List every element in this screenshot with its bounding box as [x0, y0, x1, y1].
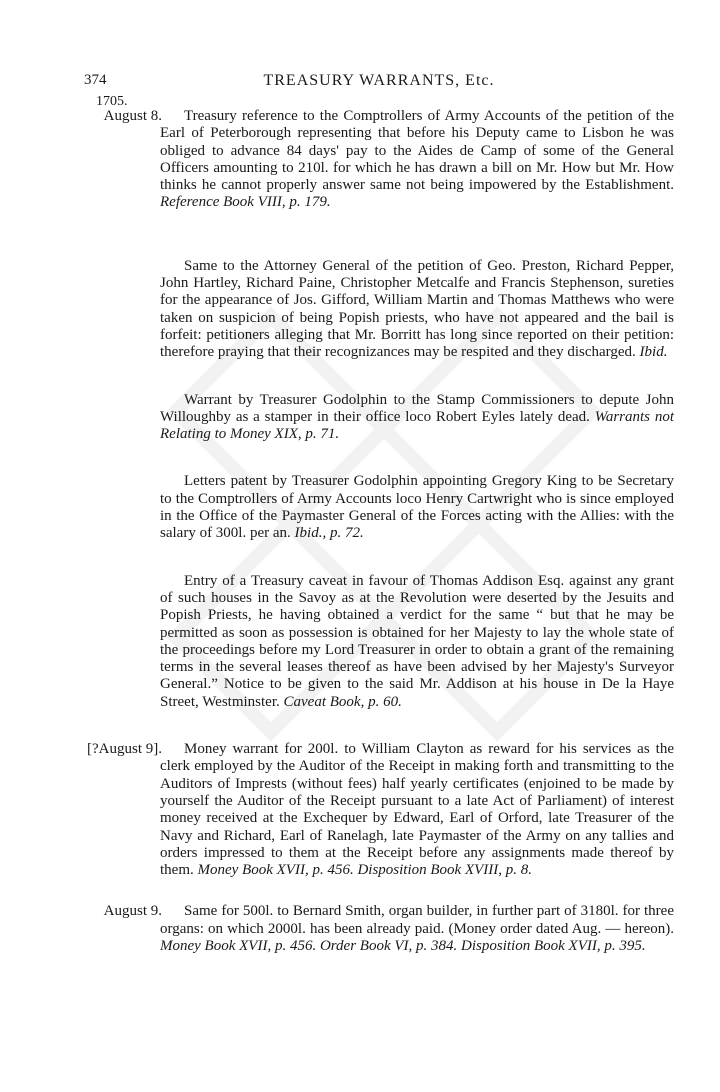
- entry: [70, 741, 674, 879]
- entry-body: Same for 500l. to Bernard Smith, organ builder, in further part of 3180l. for three organs: on which 2000l. has been already paid. (Money order dated Aug. — hereon).: [160, 903, 674, 937]
- entry-date: August 8.: [103, 108, 162, 124]
- entry-text: [160, 573, 674, 711]
- entry-text: [160, 741, 674, 879]
- entry-body: Treasury reference to the Comptrollers of Army Accounts of the petition of the Earl of Peterborough representing that before his Deputy came to Lisbon he was obliged to advance 84 days' pay to the Aides de Camp of some of the General Officers amounting to 210l. for which he has drawn a bill on Mr. How but Mr. How thinks he cannot properly answer same not being impowered by the Establishment.: [160, 108, 674, 194]
- entry-reference: Money Book XVII, p. 456. Disposition Book XVIII, p. 8.: [197, 862, 533, 879]
- entry-text: [160, 903, 674, 955]
- entry: [70, 573, 674, 711]
- entry-body: Same to the Attorney General of the petition of Geo. Preston, Richard Pepper, John Hartley, Richard Paine, Christopher Metcalfe and Francis Stephenson, sureties for the appearance of Jos. Gifford, William Martin and Thomas Matthews who were taken on suspicion of being Popish priests, who have not appeared and the bail is forfeit: petitioners alleging that Mr. Borritt has long since reported on their petition: therefore praying that their recognizances may be respited and they discharged.: [160, 257, 674, 361]
- entry-date: [?August 9].: [87, 741, 162, 758]
- entry-reference: Reference Book VIII, p. 179.: [160, 194, 331, 211]
- entry: [70, 258, 674, 362]
- entry-body: Money warrant for 200l. to William Clayton as reward for his services as the clerk employed by the Auditor of the Receipt in making forth and transmitting to the Auditors of Imprests (without fees) half yearly certificates (enjoined to be made by yourself the Auditor of the Receipt pursuant to a late Act of Parliament) of interest money received at the Exchequer by Edward, Earl of Orford, late Treasurer of the Navy and Richard, Earl of Ranelagh, late Paymaster of the Army on any tallies and orders impressed to them at the Receipt before any assignments made thereof by them.: [160, 741, 674, 879]
- entry: [70, 108, 674, 212]
- entry-body: Entry of a Treasury caveat in favour of Thomas Addison Esq. against any grant of such houses in the Savoy as at the Revolution were deserted by the Jesuits and Popish Priests, he having obtained a verdict for the same “ but that he may be permitted as soon as possession is obtained for her Majesty to lay the whole state of the proceedings before my Lord Treasurer in order to obtain a grant of the remaining terms in the several leases thereof as have been advised by her Majesty's Surveyor General.” Notice to be given to the said Mr. Addison at his house in De la Haye Street, Westminster.: [160, 572, 674, 710]
- entry: [70, 392, 674, 444]
- entry: [70, 903, 674, 955]
- entry: [70, 473, 674, 542]
- page-number: 374: [84, 72, 107, 88]
- page-header: [84, 72, 674, 96]
- entry-body: Warrant by Treasurer Godolphin to the Stamp Commissioners to depute John Willoughby as a stamper in their office loco Robert Eyles lately dead.: [160, 391, 674, 425]
- entries-list: [70, 108, 674, 985]
- entry-text: [160, 108, 674, 212]
- entry-text: [160, 392, 674, 444]
- entry-reference: Ibid.: [639, 344, 668, 361]
- entry-body: Letters patent by Treasurer Godolphin appointing Gregory King to be Secretary to the Comptrollers of Army Accounts loco Henry Cartwright who is since employed in the Office of the Paymaster General of the Forces acting with the Allies: with the salary of 300l. per an.: [160, 473, 674, 542]
- entry-reference: Warrants not Relating to Money XIX, p. 71.: [160, 408, 675, 443]
- entry-reference: Caveat Book, p. 60.: [283, 693, 402, 710]
- entry-reference: Money Book XVII, p. 456. Order Book VI, p. 384. Disposition Book XVII, p. 395.: [160, 937, 646, 954]
- entry-reference: Ibid., p. 72.: [294, 525, 364, 542]
- entry-text: [160, 473, 674, 542]
- running-title: TREASURY WARRANTS, Etc.: [263, 72, 495, 89]
- year-label: 1705.: [96, 94, 128, 109]
- entry-date: August 9.: [103, 903, 162, 920]
- entry-text: [160, 258, 674, 362]
